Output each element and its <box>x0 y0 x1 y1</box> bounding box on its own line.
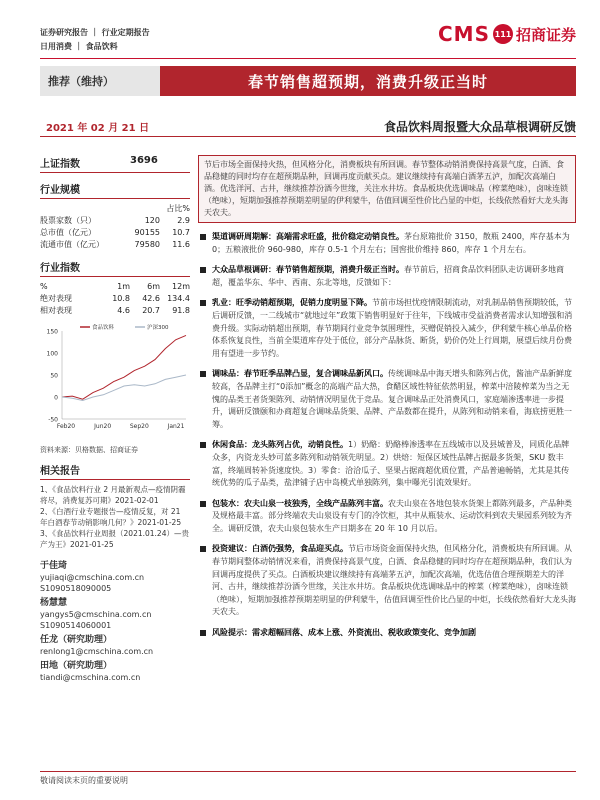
related-reports <box>40 484 190 550</box>
row-pct: 2.9 <box>177 216 190 225</box>
header-line-2: 日用消费 ｜ 食品饮料 <box>40 42 118 51</box>
related-report-item: 1、《食品饮料行业 2 月最新观点—疫情阴霾将尽，消费复苏可期》2021-02-01 <box>40 485 186 505</box>
row-12m: 91.8 <box>172 306 190 315</box>
index-value: 3696 <box>130 155 158 166</box>
report-subtitle: 食品饮料周报暨大众品草根调研反馈 <box>383 120 576 134</box>
left-sidebar <box>40 155 190 686</box>
analyst-card <box>40 597 190 631</box>
row-12m: 134.4 <box>167 294 190 303</box>
related-report-item: 2、《白酒行业专题报告—疫情反复，对 21 年白酒春节动销影响几何？》2021-01-25 <box>40 507 182 527</box>
industry-row <box>40 215 190 227</box>
row-pct: 11.6 <box>172 240 190 249</box>
series-line-0 <box>62 335 186 399</box>
x-tick-label: Jun20 <box>94 423 112 430</box>
row-6m: 42.6 <box>142 294 160 303</box>
analyst-card <box>40 634 190 657</box>
analyst-name: 于佳琦 <box>40 561 68 571</box>
bullet-heading: 乳业：旺季动销超预期，促销力度明显下降。 <box>212 298 372 308</box>
perf-title: 行业指数 <box>40 259 190 277</box>
y-tick-label: 0 <box>54 394 58 402</box>
industry-index-chart <box>40 321 190 441</box>
x-tick-label: Feb20 <box>56 423 76 430</box>
report-title: 春节销售超预期，消费升级正当时 <box>160 66 576 96</box>
bullet-body: 节后市场资金面保持火热，但风格分化，消费板块有所回调。从春节期间整体动销情况来看，消费保持高景气度，白酒、食品稳健的同时均存在超预期品种，我们认为回调再度提供了买点。白酒板块建议继续持有高端茅五泸，加配次高端，优选估值合理预期差大的洋河、古井，继续推荐汾酒今世缘，关注水井坊。食品板块优选调味品中的榨菜（榨菜绝味），卤味连锁（绝味），短期加强推荐预期差明显的伊利蒙牛，估值回调至性价比凸显的中炬，长线依然看好大龙头海天农夫。 <box>212 544 576 617</box>
bullet-item <box>198 231 576 256</box>
title-banner <box>40 66 576 96</box>
perf-col: 6m <box>147 282 160 291</box>
index-row <box>40 155 190 173</box>
analyst-card <box>40 660 190 683</box>
row-1m: 10.8 <box>112 294 130 303</box>
industry-col: 占比% <box>166 204 190 213</box>
y-tick-label: 50 <box>50 372 58 380</box>
footer-divider <box>40 771 576 772</box>
related-title: 相关报告 <box>40 462 190 480</box>
row-value: 120 <box>144 216 160 225</box>
industry-table <box>40 215 190 251</box>
y-tick-label: 150 <box>46 328 58 336</box>
bullet-text <box>212 627 576 640</box>
analyst-email: yujiaqi@cmschina.com.cn <box>40 573 145 582</box>
industry-row <box>40 227 190 239</box>
row-label: 绝对表现 <box>40 294 72 303</box>
row-pct: 10.7 <box>172 228 190 237</box>
bullet-heading: 大众品草根调研：春节销售超预期，消费升级正当时。 <box>212 265 404 275</box>
bullet-item <box>198 297 576 360</box>
bullet-list <box>198 231 576 640</box>
bullet-item <box>198 543 576 619</box>
bullet-square-icon <box>200 300 206 306</box>
row-label: 相对表现 <box>40 306 72 315</box>
analyst-email: yangys5@cmschina.com.cn <box>40 610 152 619</box>
title-divider <box>40 136 576 137</box>
legend-label: 食品饮料 <box>92 325 115 331</box>
y-tick-label: 100 <box>46 350 58 358</box>
analyst-card <box>40 560 190 594</box>
legend-label: 沪深300 <box>147 325 169 331</box>
perf-col: % <box>40 282 48 291</box>
bullet-body: 春节前后，招商食品饮料团队走访调研多地商超，覆盖华东、华中、西南、东北等地，反馈如下： <box>212 265 564 287</box>
report-header <box>40 26 150 54</box>
bullet-item <box>198 368 576 431</box>
analyst-email: renlong1@cmschina.com.cn <box>40 647 154 656</box>
main-content <box>198 155 576 640</box>
bullet-text <box>212 264 576 289</box>
bullet-heading: 休闲食品：龙头陈列占优，动销良性。 <box>212 440 348 450</box>
perf-table <box>40 293 190 317</box>
x-tick-label: Sep20 <box>129 423 149 430</box>
bullet-heading: 调味品：春节旺季品牌凸显，复合调味品新风口。 <box>212 369 388 379</box>
bullet-heading: 投资建议：白酒仍强势，食品迎买点。 <box>212 544 348 554</box>
industry-row <box>40 239 190 251</box>
analyst-name: 田地（研究助理） <box>40 661 113 671</box>
bullet-square-icon <box>200 442 206 448</box>
bullet-square-icon <box>200 371 206 377</box>
y-tick-label: -50 <box>48 416 58 424</box>
bullet-item <box>198 439 576 489</box>
perf-row <box>40 293 190 305</box>
bullet-body: 农夫山泉在各地包装水货架上都陈列最多，产品种类及规格最丰富。部分终端农夫山泉设有专门的冷饮柜，其中从瓶装水、运动饮料到农夫果园系列较为齐全。调研反馈，农夫山泉包装水生产日期多在 20 年 10 月以后。 <box>212 498 572 533</box>
bullet-text <box>212 439 576 489</box>
logo-cms: CMS <box>438 22 490 46</box>
logo-circle-icon: 111 <box>493 24 513 44</box>
bullet-heading: 风险提示：需求超幅回落、成本上涨、外资流出、税收政策变化、竞争加剧 <box>212 628 476 638</box>
perf-col: 12m <box>172 282 190 291</box>
analyst-name: 杨慧慧 <box>40 598 68 608</box>
bullet-square-icon <box>200 501 206 507</box>
bullet-text <box>212 231 576 256</box>
related-report-item: 3、《食品饮料行业周报（2021.01.24）—贵产为王》2021-01-25 <box>40 529 189 549</box>
summary-box: 节后市场全面保持火热，但风格分化，消费板块有所回调。春节整体动销消费保持高景气度，白酒、食品稳健的同时均存在超预期品种，回调再度贡献买点。建议继续持有高端白酒茅五泸，加配次高端白酒。优选洋河、古井，继续推荐汾酒今世缘，关注水井坊。食品板块优选调味品（榨菜绝味），卤味连锁（绝味），短期加强推荐预期差明显的伊利蒙牛，估值回调至性价比凸显的中炬，长线依然看好大龙头海天农夫。 <box>198 155 576 223</box>
logo-cn: 招商证券 <box>515 25 576 44</box>
index-label: 上证指数 <box>40 159 80 170</box>
bullet-text <box>212 498 576 536</box>
report-date: 2021 年 02 月 21 日 <box>46 123 150 134</box>
row-label: 总市值（亿元） <box>40 228 96 237</box>
analyst-list <box>40 560 190 683</box>
bullet-square-icon <box>200 546 206 552</box>
bullet-heading: 渠道调研周期解：高端需求旺盛，批价稳定动销良性。 <box>212 232 404 241</box>
bullet-body: 节前市场担忧疫情限制流动，对乳制品销售预期较低，节后调研反馈，一二线城市“就地过年”政策下销售明显好于往年，下线城市受益消费者需求认知增强和消费升级。实际动销超出预期，春节期间行业竞争氛围理性，买赠促销投入减少，伊利蒙牛核心单品价格体系恢复良性，当前全渠道库存处于低位，部分产品脉货、断货，奶价仍处上行周期，展望后续月份费用有望进一步节约。 <box>212 298 573 358</box>
row-6m: 20.7 <box>142 306 160 315</box>
x-tick-label: Jan21 <box>167 423 185 430</box>
footer-note: 敬请阅读末页的重要说明 <box>40 776 128 785</box>
header-divider <box>40 58 576 59</box>
bullet-item <box>198 498 576 536</box>
header-line-1: 证券研究报告 ｜ 行业定期报告 <box>40 28 150 37</box>
bullet-text <box>212 368 576 431</box>
perf-row <box>40 305 190 317</box>
bullet-body: 传统调味品中海天增头和陈列占优，酱油产品新鲜度较高，各品牌主打“0添加”概念的高端产品大热，食醋区域性特征依然明显，榨菜中涪陵榨菜为当之无愧的品类王者货架陈列、动销情况明显优于竞品。复合调味品正处消费风口，家庭端渗透率进一步提升，调研反馈颐和办商超复合调味品货架、品牌、产品数都在提升，从陈列和动销来看，海底捞更胜一筹。 <box>212 369 572 429</box>
industry-title: 行业规模 <box>40 181 190 199</box>
bullet-heading: 包装水：农夫山泉一枝独秀，全线产品陈列丰富。 <box>212 498 388 508</box>
bullet-text <box>212 543 576 619</box>
bullet-square-icon <box>200 267 206 273</box>
broker-logo <box>438 22 576 46</box>
bullet-body: 1）奶酪：奶酪棒渗透率在五线城市以及县城普及，同质化品牌众多，内资龙头妙可蓝多陈列和动销领先明显。2）烘焙：短保区域性品牌占据最多货架，SKU 数丰富，终端周转补货速度快。3）零食：洽洽瓜子、坚果占据商超优质位置，产品普遍畅销，尤其是其传统优势的瓜子品类，盐津铺子店中岛模式单独陈列，集中曝光引流效果好。 <box>212 440 570 488</box>
series-line-1 <box>62 375 186 401</box>
bullet-item <box>198 627 576 640</box>
bullet-text <box>212 297 576 360</box>
rating-label: 推荐（维持） <box>40 66 160 96</box>
bullet-item <box>198 264 576 289</box>
row-value: 90155 <box>134 228 160 237</box>
row-label: 股票家数（只） <box>40 216 96 225</box>
chart-source: 资料来源：贝格数据、招商证券 <box>40 446 138 454</box>
row-label: 流通市值（亿元） <box>40 240 104 249</box>
row-value: 79580 <box>134 240 160 249</box>
analyst-name: 任龙（研究助理） <box>40 635 113 645</box>
bullet-square-icon <box>200 630 206 636</box>
row-1m: 4.6 <box>117 306 130 315</box>
industry-header <box>40 203 190 215</box>
analyst-id: S1090518090005 <box>40 584 112 593</box>
bullet-square-icon <box>200 234 206 240</box>
analyst-email: tiandi@cmschina.com.cn <box>40 673 141 682</box>
perf-col: 1m <box>117 282 130 291</box>
bullet-body: 茅台原箱批价 3150，散瓶 2400，库存基本为 0；五粮液批价 960-980，库存 0.5-1 个月左右；国窖批价维持 860，库存 1 个月左右。 <box>212 232 570 254</box>
perf-header <box>40 281 190 293</box>
analyst-id: S1090514060001 <box>40 621 112 630</box>
